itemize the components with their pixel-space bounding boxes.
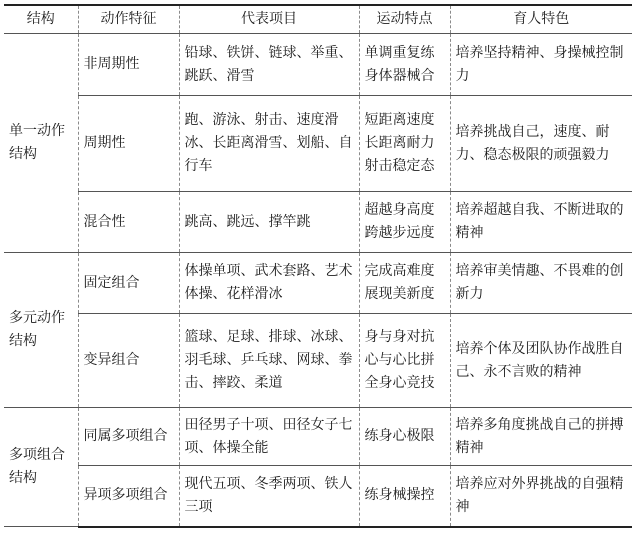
header-feature: 动作特征 <box>78 5 179 34</box>
education-cell: 培养个体及团队协作战胜自己、永不言败的精神 <box>450 314 632 408</box>
feature-cell: 同属多项组合 <box>78 408 179 466</box>
table-row <box>4 314 632 408</box>
header-row <box>4 5 632 34</box>
projects-cell: 田径男子十项、田径女子七项、体操全能 <box>179 408 359 466</box>
header-education: 育人特色 <box>450 5 632 34</box>
table-row <box>4 466 632 527</box>
traits-cell: 超越身高度跨越步远度 <box>359 192 450 253</box>
feature-cell: 周期性 <box>78 96 179 192</box>
table-row <box>4 192 632 253</box>
traits-cell: 短距离速度长距离耐力射击稳定态 <box>359 96 450 192</box>
feature-cell: 非周期性 <box>78 34 179 96</box>
header-projects: 代表项目 <box>179 5 359 34</box>
education-cell: 培养坚持精神、身操械控制力 <box>450 34 632 96</box>
feature-cell: 变异组合 <box>78 314 179 408</box>
sports-structure-table <box>4 4 632 528</box>
feature-cell: 混合性 <box>78 192 179 253</box>
projects-cell: 跳高、跳远、撑竿跳 <box>179 192 359 253</box>
education-cell: 培养多角度挑战自己的拼搏精神 <box>450 408 632 466</box>
projects-cell: 现代五项、冬季两项、铁人三项 <box>179 466 359 527</box>
structure-cell: 多元动作结构 <box>4 253 78 408</box>
traits-cell: 练身心极限 <box>359 408 450 466</box>
projects-cell: 篮球、足球、排球、冰球、羽毛球、乒乓球、网球、拳击、摔跤、柔道 <box>179 314 359 408</box>
traits-cell: 身与身对抗心与心比拼全身心竞技 <box>359 314 450 408</box>
education-cell: 培养审美情趣、不畏难的创新力 <box>450 253 632 314</box>
table-row <box>4 408 632 466</box>
table-row <box>4 253 632 314</box>
structure-cell: 多项组合结构 <box>4 408 78 527</box>
structure-cell: 单一动作结构 <box>4 34 78 253</box>
header-traits: 运动特点 <box>359 5 450 34</box>
projects-cell: 铅球、铁饼、链球、举重、跳跃、滑雪 <box>179 34 359 96</box>
education-cell: 培养挑战自己，速度、耐力、稳态极限的顽强毅力 <box>450 96 632 192</box>
traits-cell: 练身械操控 <box>359 466 450 527</box>
feature-cell: 异项多项组合 <box>78 466 179 527</box>
header-structure: 结构 <box>4 5 78 34</box>
projects-cell: 跑、游泳、射击、速度滑冰、长距离滑雪、划船、自行车 <box>179 96 359 192</box>
feature-cell: 固定组合 <box>78 253 179 314</box>
traits-cell: 完成高难度展现美新度 <box>359 253 450 314</box>
education-cell: 培养超越自我、不断进取的精神 <box>450 192 632 253</box>
traits-cell: 单调重复练身体器械合 <box>359 34 450 96</box>
education-cell: 培养应对外界挑战的自强精神 <box>450 466 632 527</box>
table-row <box>4 96 632 192</box>
table-row <box>4 34 632 96</box>
projects-cell: 体操单项、武术套路、艺术体操、花样滑冰 <box>179 253 359 314</box>
